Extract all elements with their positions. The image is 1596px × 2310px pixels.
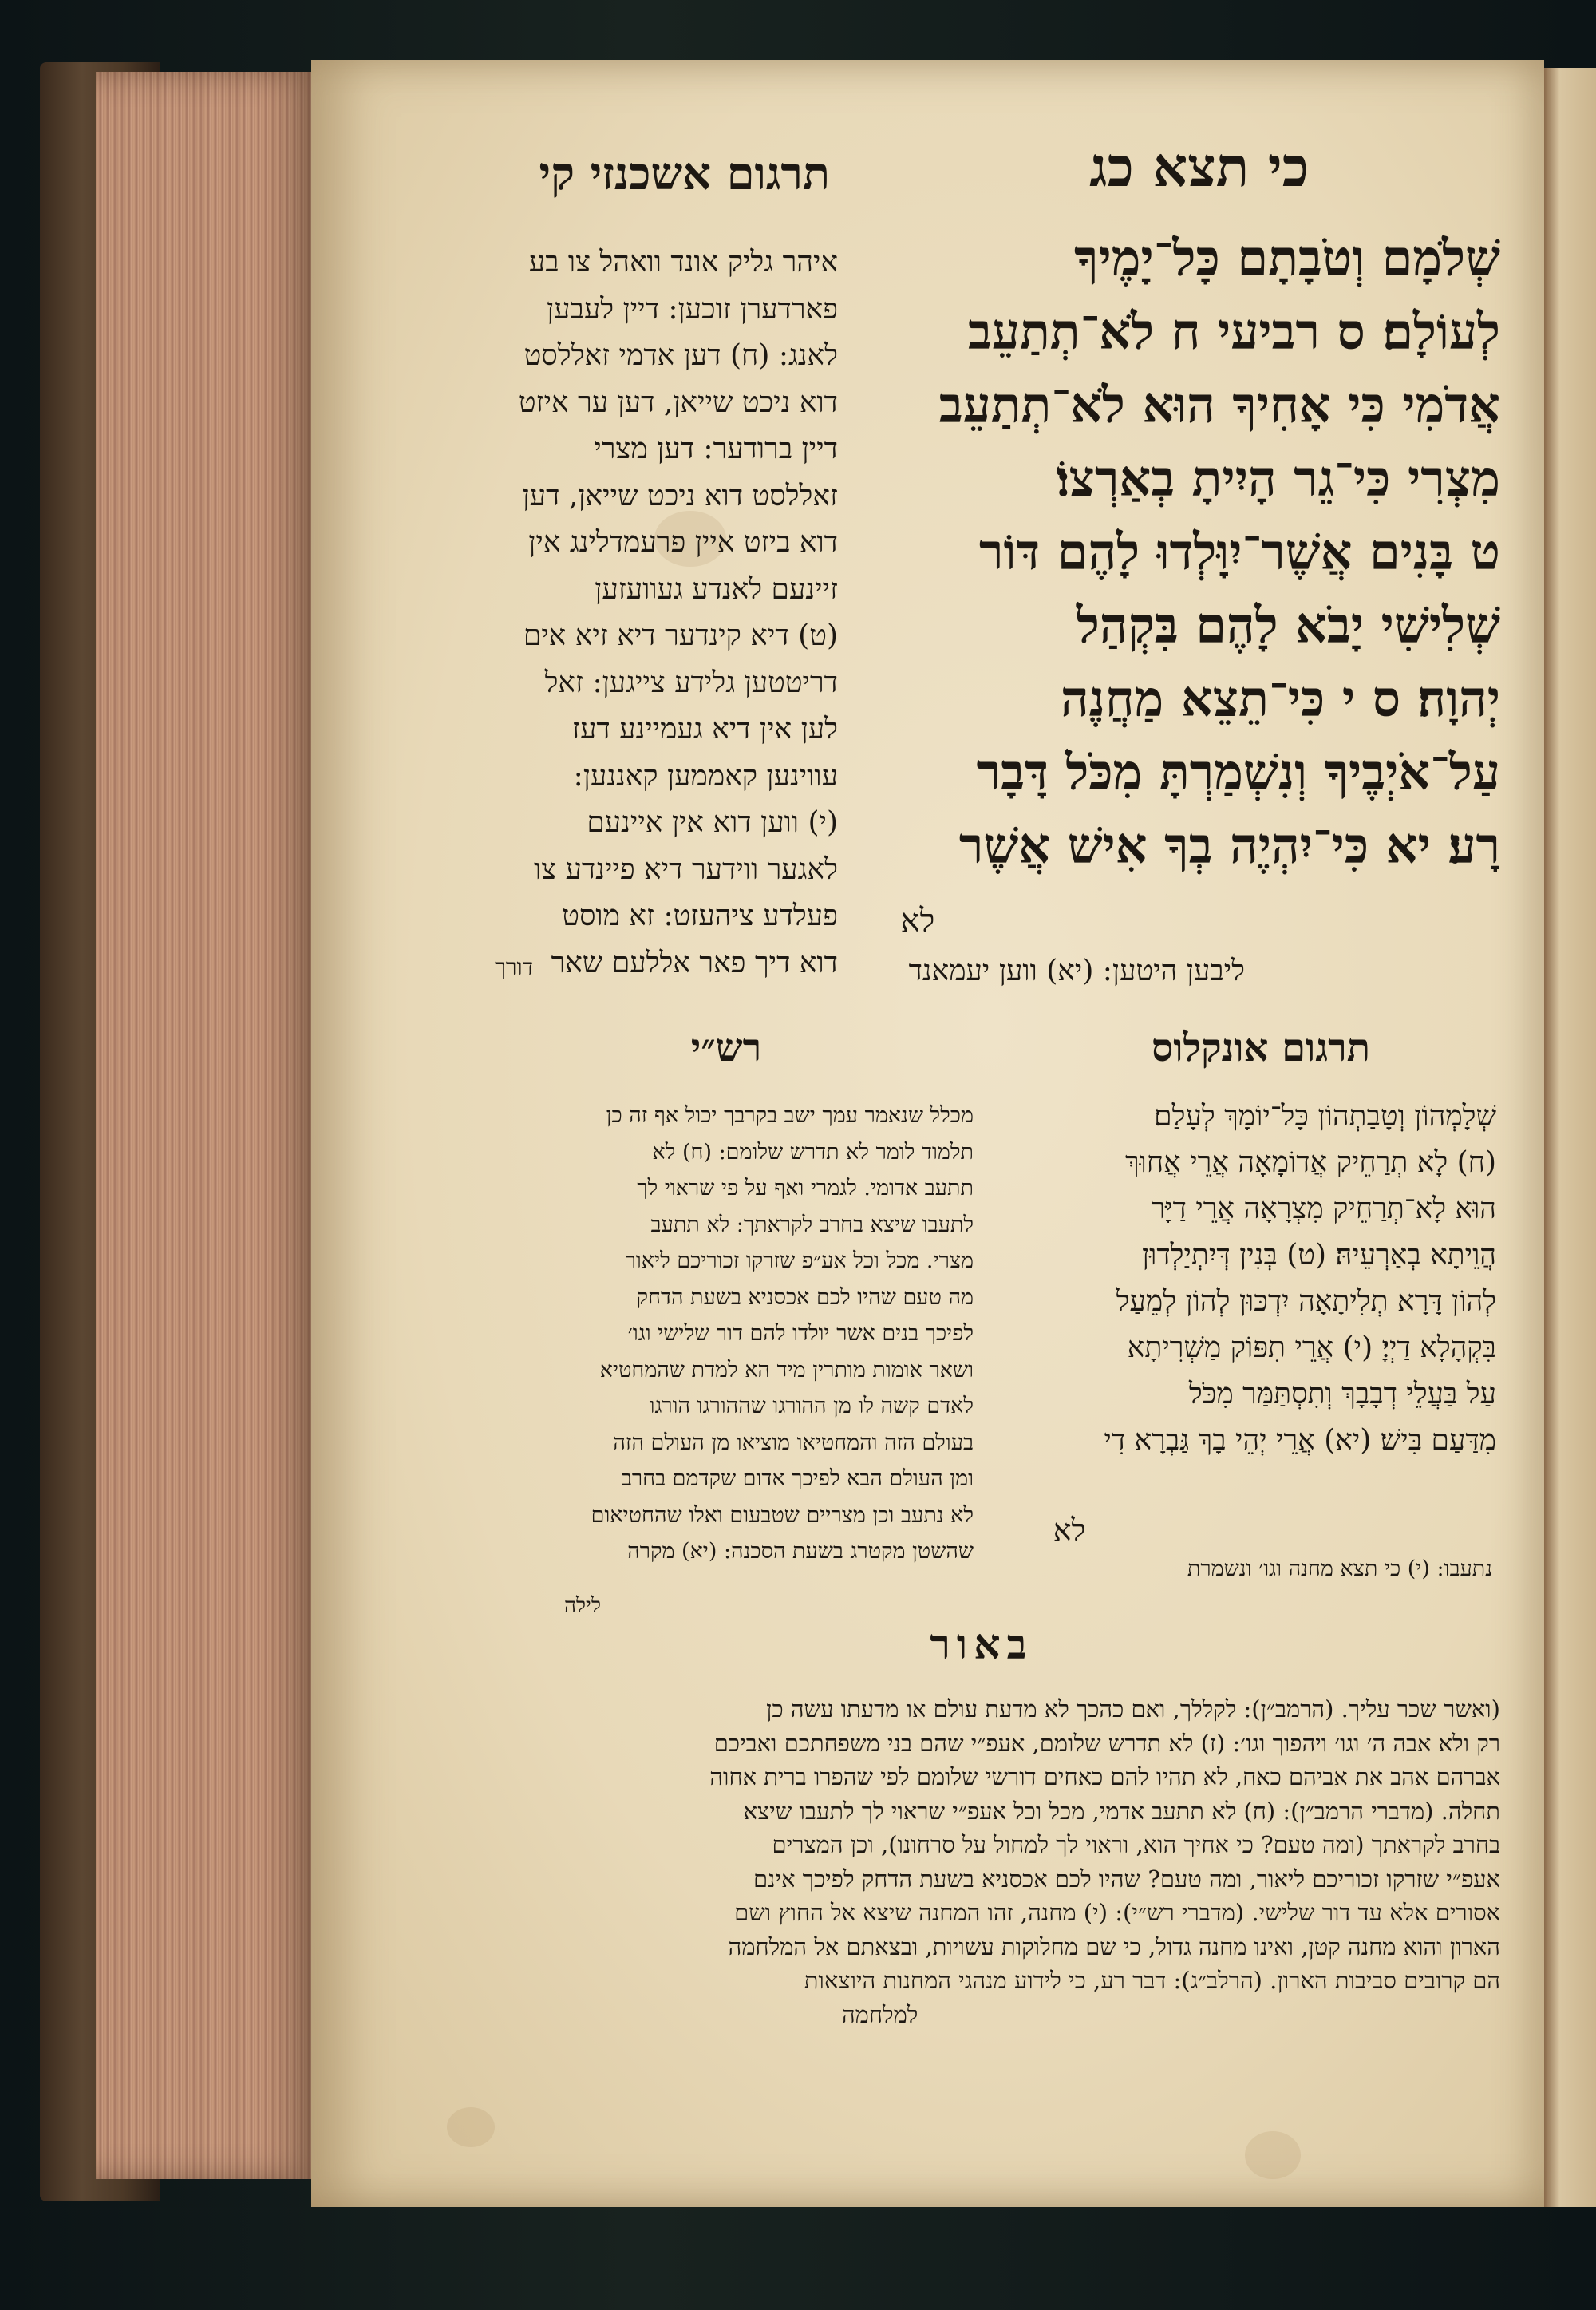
biur-line: תחלה. (מדברי הרמב״ן): (ח) לא תתעב אדמי, מכל וכל אעפ״י שראוי לך לתעבו שיצא [743,1797,1500,1825]
rashi-line: מצרי. מכל וכל אע״פ שזרקו זכוריכם ליאור [625,1248,974,1273]
rashi-line: בעולם הזה והמחטיאו מוציאו מן העולם הזה [613,1430,974,1455]
paper-stain [447,2107,495,2147]
torah-line: שְׁלִישִׁי יָבֹא לָהֶם בִּקְהַל [1076,596,1500,655]
paper-stain [1245,2131,1301,2179]
yiddish-line: דוא ניכט שייאן, דען ער איזט [518,386,838,419]
onkelos-catchword: לא [1053,1513,1086,1548]
yiddish-line: עווינען קאממען קאננען: [573,759,838,793]
header-title-left: תרגום אשכנזי קי [539,148,830,200]
torah-line: ט בָּנִים אֲשֶׁר־יִוָּלְדוּ לָהֶם דּוֹר [979,523,1500,581]
page-edges [96,72,319,2179]
onkelos-line: בִּקְהָלָא דַיְיָ׃ (י) אֲרֵי תִפּוֹק מַשְׁרִיתָא [1127,1331,1496,1364]
biur-line: אעפ״י שזרקו זכוריכם ליאור, ומה טעם? שהיו לכם אכסניא בשעת הדחק לפיכך אינם [753,1865,1500,1893]
yiddish-line: לאגער ווידער דיא פיינדע צו [534,852,838,886]
rashi-line: תתעב אדומי. לגמרי ואף על פי שראוי לך [637,1176,974,1200]
onkelos-line: (ח) לָא תְרַחֵיק אֲדוֹמָאָה אֲרֵי אֲחוּךְ [1124,1146,1496,1179]
rashi-line: ומן העולם הבא לפיכך אדום שקדמם בחרב [621,1466,974,1491]
torah-line: אֲדֹמִי כִּי אָחִיךָ הוּא לֹא־תְתַעֵב [938,376,1500,434]
rashi-line: שהשטן מקטרג בשעת הסכנה: (יא) מקרה [627,1539,974,1564]
yiddish-line: פארדערן זוכען: דיין לעבען [546,292,838,326]
yiddish-line: פעלדע ציהעזט: זא מוסט [562,900,838,932]
biur-line: אסורים אלא עד דור שלישי. (מדברי רש״י): (י) מחנה, זהו המחנה שיצא אל החוץ ושם [734,1899,1500,1926]
biur-text [443,1692,1500,2031]
yiddish-translation [423,239,838,987]
yiddish-line: לאנג: (ח) דען אדמי זאללסט [523,339,838,372]
rashi-text [447,1098,974,1570]
onkelos-line: שְׁלָמְהוֹן וְטָבַתְהוֹן כָּל־יוֹמָךְ לְעָלַם׃ [1154,1100,1496,1133]
biur-title: באור [930,1620,1033,1669]
rashi-line: לפיכך בנים אשר יולדו להם דור שלישי וגו׳ [627,1321,974,1346]
onkelos-line: מִדַּעַם בִּישׁ׃ (יא) אֲרֵי יְהֵי בָךְ גַּבְרָא דִי [1104,1424,1496,1457]
biur-line: (ואשר שכר עליך. (הרמב״ן): לקללך, ואם כהכך לא מדעת עולם או מדעתו עשה כן [766,1695,1500,1723]
biur-catchword: למלחמה [842,2000,918,2028]
torah-line: יְהוָה׃ ס י כִּי־תֵצֵא מַחֲנֶה [1061,670,1500,728]
rashi-line: ושאר אומות מותרין מיד הא למדת שהמחטיא [599,1357,974,1382]
torah-line: עַל־אֹיְבֶיךָ וְנִשְׁמַרְתָּ מִכֹּל דָּבָר [976,743,1500,801]
yiddish-catchword: דורך [495,954,534,980]
header-title-right: כי תצא כג [1089,136,1309,200]
rashi-line: לתעבו שיצא בחרב לקראתך: לא תתעב [650,1212,974,1237]
yiddish-line: (י) ווען דוא אין איינעם [587,806,838,839]
onkelos-text [998,1094,1496,1464]
onkelos-title: תרגום אונקלוס [1151,1026,1371,1070]
yiddish-line: איהר גליק אונד וואהל צו בע [528,246,838,279]
biur-line: הארון והוא מחנה קטן, ואינו מחנה גדול, כי שם מחלוקות עשויות, ובצאתם אל המלחמה [728,1932,1500,1960]
yiddish-bridge-line: ליבען היטען: (יא) ווען יעמאנד [908,955,1245,987]
torah-line: מִצְרִי כִּי־גֵר הָיִיתָ בְאַרְצוֹ׃ [1056,449,1500,508]
rashi-line: לא נתעב וכן מצריים שטבעום ואלו שהחטיאום [591,1502,974,1528]
facing-page-edge [1544,68,1596,2207]
torah-line: לְעוֹלָם׃ ס רביעי ח לֹא־תְתַעֵב [967,303,1500,361]
onkelos-line: עַל בַּעֲלֵי דְבָבָךְ וְתִסְתַּמַּר מִכֹּל [1188,1378,1496,1410]
rashi-title: רש״י [690,1026,762,1070]
biur-line: רק ולא אבה ה׳ וגו׳ ויהפוך וגו׳: (ז) לא תדרש שלומם, אעפ״י שהם בני משפחתכם ואביכם [713,1729,1500,1757]
yiddish-line: זאללסט דוא ניכט שייאן, דען [522,479,838,512]
yiddish-line: (ט) דיא קינדער דיא זיא אים [523,619,838,652]
rashi-line: מכלל שנאמר עמך ישב בקרבך יכול אף זה כן [606,1103,974,1128]
onkelos-line: הֲוֵיתָא בְאַרְעֵיהּ׃ (ט) בְּנִין דְּיִתְיַלְדוּן [1141,1239,1496,1272]
onkelos-line: לְהוֹן דָּרָא תְלִיתָאָה יִדְכּוּן לְהוֹן לְמֵעַל [1116,1285,1496,1318]
biur-line: הם קרובים סביבות הארון. (הרלב״ג): דבר רע, כי לידוע מנהגי המחנות היוצאות [804,1967,1500,1994]
biur-line: בחרב לקראתך (ומה טעם? כי אחיך הוא, וראוי לך למחול על סרחונו), וכן המצרים [772,1831,1500,1858]
yiddish-line: דריטטען גלידע צייגען: זאל [544,666,838,699]
torah-line: רָע׃ יא כִּי־יִהְיֶה בְךָ אִישׁ אֲשֶׁר [958,817,1500,875]
rashi-line: תלמוד לומר לא תדרש שלומם: (ח) לא [652,1139,974,1165]
torah-catchword: לא [900,903,935,939]
rashi-line: מה טעם שהיו לכם אכסניא בשעת הדחק [636,1284,974,1310]
torah-line: שְׁלֹמָם וְטֹבָתָם כָּל־יָמֶיךָ [1074,229,1500,287]
biur-line: אברהם אהב את אביהם כאח, לא תהיו להם כאחים דורשי שלומם לפי שהפרו ברית אחוה [709,1763,1500,1790]
yiddish-line: לען אין דיא געמיינע דעז [571,713,838,746]
rashi-tail-line: נתעבו: (י) כי תצא מחנה וגו׳ ונשמרת [1187,1556,1492,1581]
yiddish-line: דוא ביזט איין פרעמדלינג אין [528,526,838,559]
yiddish-line: זיינעם לאנדע געוועזען [595,572,838,606]
onkelos-line: הוּא לָא־תְרַחֵיק מִצְרָאָה אֲרֵי דַיָּר [1151,1193,1496,1225]
yiddish-line: דוא דיך פאר אללעם שאר [551,946,838,979]
rashi-catchword: לילה [563,1594,602,1618]
yiddish-line: דיין ברודער: דען מצרי [594,433,838,465]
rashi-line: לאדם קשה לו מן ההורגו שההורגו הורגו [649,1394,974,1418]
torah-text [838,222,1500,883]
